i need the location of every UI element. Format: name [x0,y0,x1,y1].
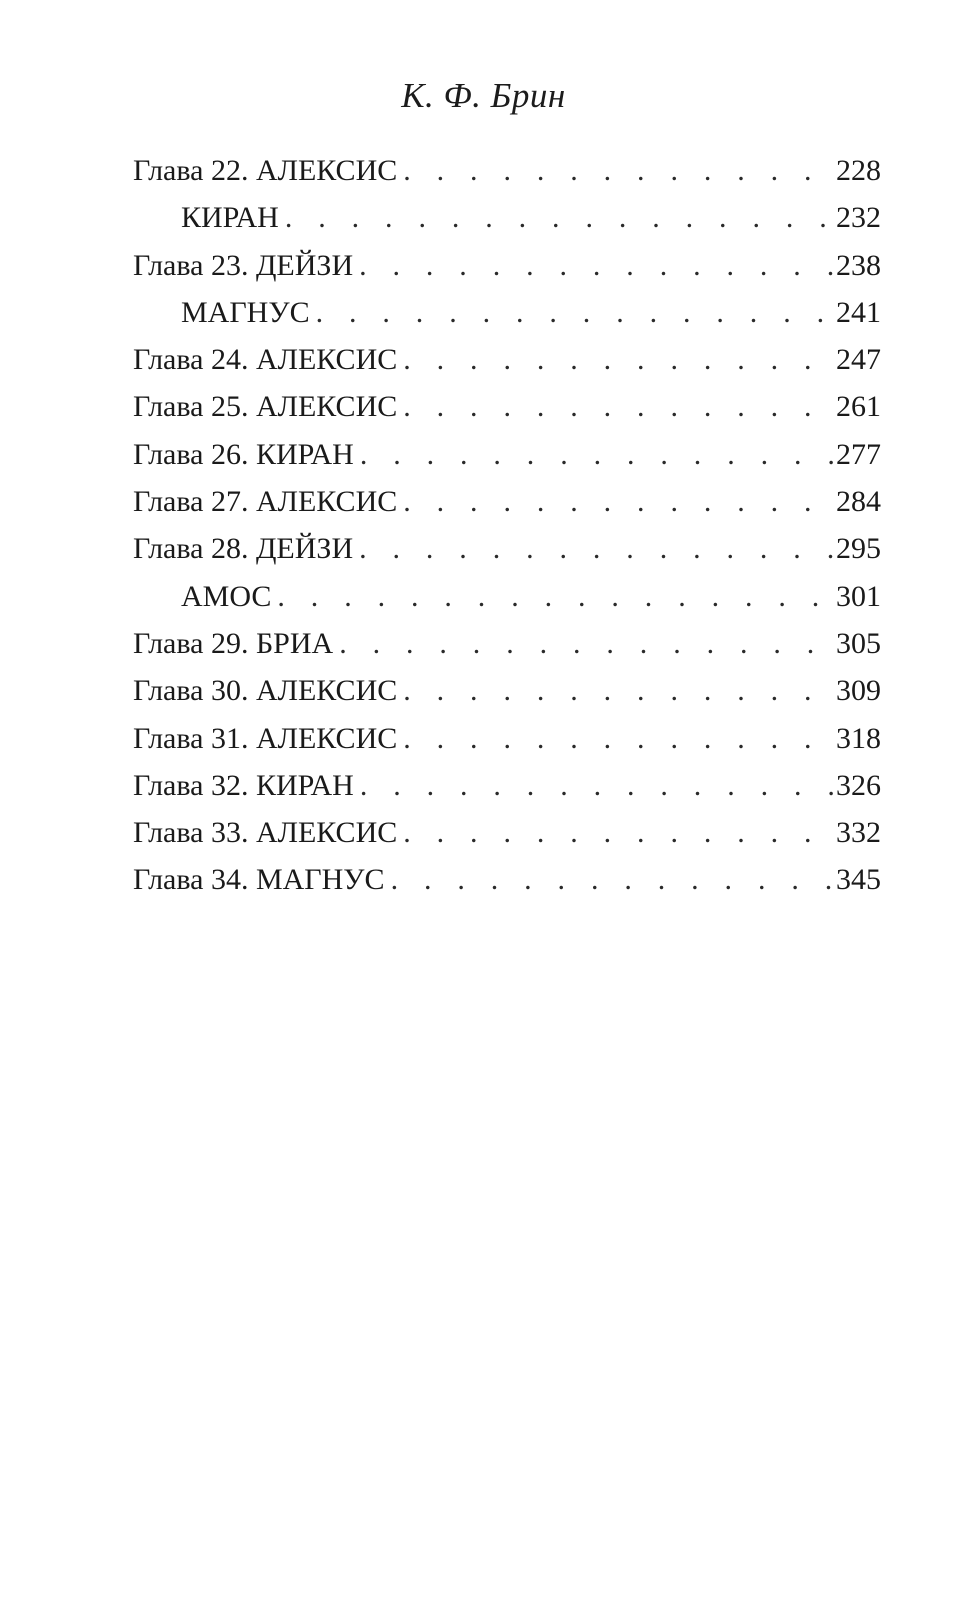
toc-entry-title: Глава 26. КИРАН [133,437,354,471]
toc-dot-leader [385,856,836,903]
toc-entry-title: МАГНУС [181,295,310,329]
toc-entry-page: 247 [836,343,881,377]
toc-entry-title: Глава 30. АЛЕКСИС [133,674,398,708]
toc-entry-page: 332 [836,816,881,850]
toc-entry [133,194,881,241]
toc-entry [133,667,881,714]
toc-entry-page: 305 [836,626,881,660]
toc-entry-page: 232 [836,201,881,235]
toc-entry [133,525,881,572]
toc-entry-title: Глава 34. МАГНУС [133,863,385,897]
toc-dot-leader [310,289,836,336]
toc-dot-leader [397,147,836,194]
running-header-author: К. Ф. Брин [401,76,566,115]
toc-dot-leader [353,242,836,289]
toc-entry-title: Глава 28. ДЕЙЗИ [133,532,354,566]
toc-entry [133,809,881,856]
toc-dot-leader [333,620,836,667]
toc-entry-page: 277 [836,437,881,471]
toc-dot-leader [397,809,836,856]
toc-entry [133,431,881,478]
toc-entry-page: 326 [836,768,881,802]
toc-entry [133,289,881,336]
toc-entry-title: Глава 27. АЛЕКСИС [133,485,398,519]
toc-dot-leader [397,667,836,714]
toc-entry [133,715,881,762]
toc-entry-title: Глава 23. ДЕЙЗИ [133,248,354,282]
toc-entry-title: Глава 31. АЛЕКСИС [133,721,398,755]
toc-dot-leader [397,383,836,430]
toc-dot-leader [397,478,836,525]
toc-entry [133,147,881,194]
toc-entry-title: Глава 33. АЛЕКСИС [133,816,398,850]
toc-entry [133,620,881,667]
toc-dot-leader [271,573,836,620]
toc-entry-page: 301 [836,579,881,613]
toc-entry-page: 318 [836,721,881,755]
toc-entry [133,573,881,620]
toc-entry-page: 345 [836,863,881,897]
toc-dot-leader [353,525,836,572]
toc-dot-leader [397,715,836,762]
toc-entry-title: АМОС [181,579,272,613]
toc-entry-title: Глава 22. АЛЕКСИС [133,154,398,187]
toc-dot-leader [354,762,836,809]
toc-entry-page: 309 [836,674,881,708]
toc-entry [133,383,881,430]
toc-dot-leader [279,194,836,241]
toc-entry-page: 238 [836,248,881,282]
toc-dot-leader [354,431,836,478]
toc-entry-title: КИРАН [181,201,279,235]
toc-entry-page: 228 [836,154,881,187]
toc-entry-page: 284 [836,485,881,519]
toc-entry-title: Глава 32. КИРАН [133,768,354,802]
toc-entry-title: Глава 25. АЛЕКСИС [133,390,398,424]
toc-entry [133,762,881,809]
table-of-contents [133,147,881,904]
toc-entry [133,242,881,289]
toc-entry [133,856,881,903]
toc-entry-title: Глава 29. БРИА [133,626,334,660]
toc-entry-page: 241 [836,295,881,329]
toc-entry-title: Глава 24. АЛЕКСИС [133,343,398,377]
toc-entry [133,336,881,383]
toc-entry-page: 261 [836,390,881,424]
toc-entry [133,478,881,525]
toc-entry-page: 295 [836,532,881,566]
toc-dot-leader [397,336,836,383]
